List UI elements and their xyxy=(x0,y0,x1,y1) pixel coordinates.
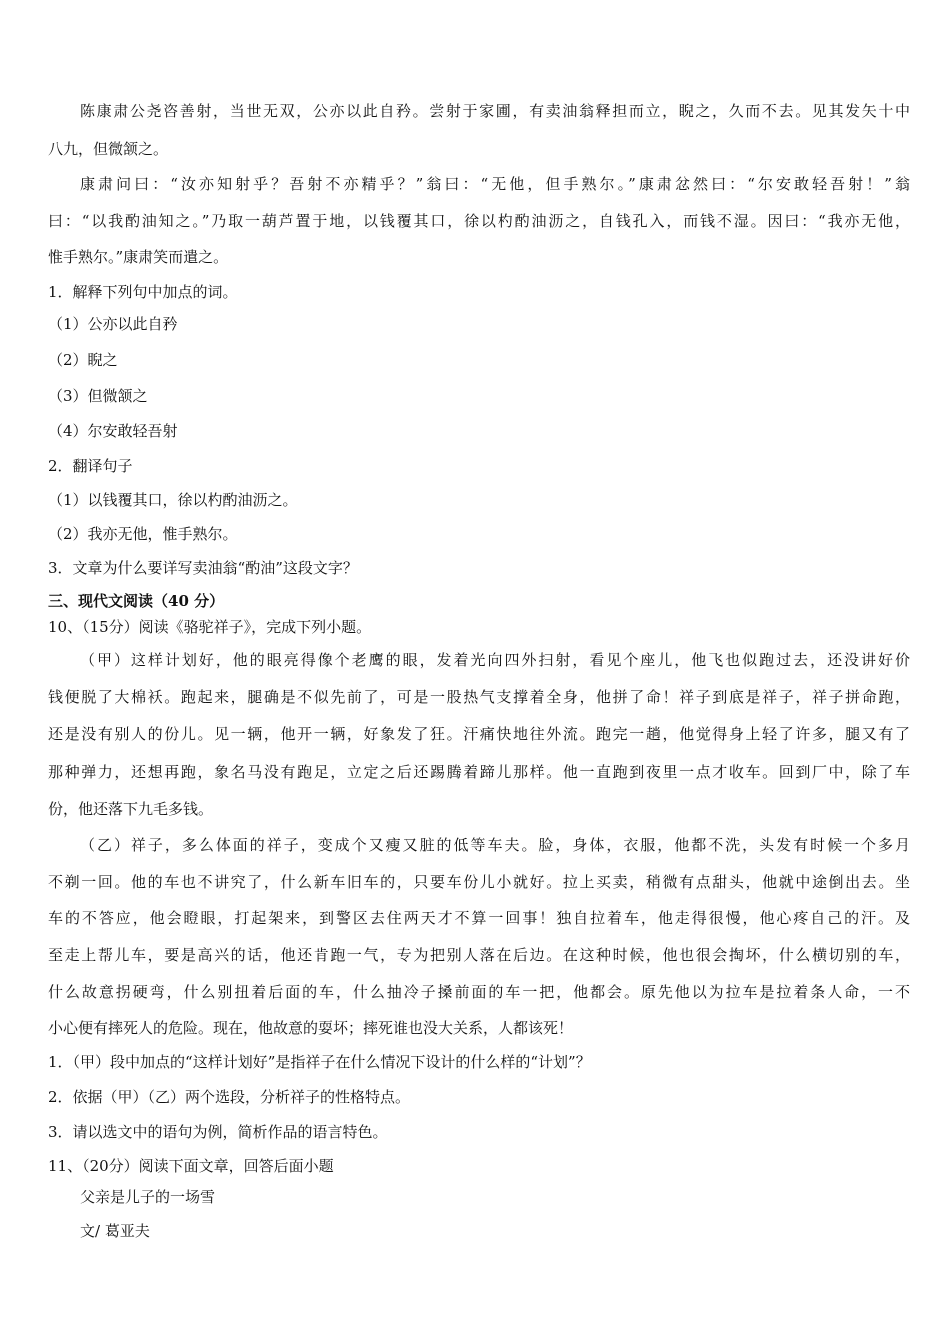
passage-yi-line5: 什么故意拐硬弯，什么别扭着后面的车，什么抽冷子搡前面的车一把，他都会。原先他以为拉车是拉着条人命，一不 xyxy=(48,983,910,1001)
question-1-item-1: （1）公亦以此自矜 xyxy=(48,315,178,333)
question-3: 3．文章为什么要详写卖油翁“酌油”这段文字？ xyxy=(48,559,358,577)
question-2: 2．翻译句子 xyxy=(48,457,133,475)
passage-jia-line2: 钱便脱了大棉袄。跑起来，腿确是不似先前了，可是一股热气支撑着全身，他拼了命！祥子到底是祥子，祥子拼命跑， xyxy=(48,688,910,706)
question-10: 10、（15分）阅读《骆驼祥子》，完成下列小题。 xyxy=(48,618,372,636)
passage-yi-line6: 小心便有摔死人的危险。现在，他故意的耍坏；摔死谁也没大关系，人都该死！ xyxy=(48,1019,574,1037)
passage-jia-line4: 那种弹力，还想再跑，象名马没有跑足，立定之后还踢腾着蹄儿那样。他一直跑到夜里一点才收车。回到厂中，除了车 xyxy=(48,763,910,781)
section-heading: 三、现代文阅读（40 分） xyxy=(48,592,225,610)
passage-yi-line2: 不剃一回。他的车也不讲究了，什么新车旧车的，只要车份儿小就好。拉上买卖，稍微有点甜头，他就中途倒出去。坐 xyxy=(48,873,910,891)
passage-jia-line3: 还是没有别人的份儿。见一辆，他开一辆，好象发了狂。汗痛快地往外流。跑完一趟，他觉得身上轻了许多，腿又有了 xyxy=(48,725,910,743)
article-author: 文/ 葛亚夫 xyxy=(80,1222,150,1240)
question-1: 1．解释下列句中加点的词。 xyxy=(48,283,238,301)
passage-jia-line5: 份，他还落下九毛多钱。 xyxy=(48,800,214,818)
passage-yi-line1: （乙）祥子，多么体面的祥子，变成个又瘦又脏的低等车夫。脸，身体，衣服，他都不洗，头发有时候一个多月 xyxy=(80,836,910,854)
question-10-2: 2．依据（甲）（乙）两个选段，分析祥子的性格特点。 xyxy=(48,1088,411,1106)
question-2-item-2: （2）我亦无他，惟手熟尔。 xyxy=(48,525,238,543)
passage1-paragraph1-line2: 八九，但微颔之。 xyxy=(48,140,169,158)
question-11: 11、（20分）阅读下面文章，回答后面小题 xyxy=(48,1157,334,1175)
passage-yi-line3: 车的不答应，他会瞪眼，打起架来，到警区去住两天才不算一回事！独自拉着车，他走得很慢，他心疼自己的汗。及 xyxy=(48,909,910,927)
passage1-paragraph2-line3: 惟手熟尔。”康肃笑而遣之。 xyxy=(48,248,229,266)
question-1-item-3: （3）但微颔之 xyxy=(48,387,148,405)
question-10-1: 1．（甲）段中加点的“这样计划好”是指祥子在什么情况下设计的什么样的“计划”？ xyxy=(48,1053,591,1071)
passage1-paragraph1-line1: 陈康肃公尧咨善射，当世无双，公亦以此自矜。尝射于家圃，有卖油翁释担而立，睨之，久而不去。见其发矢十中 xyxy=(80,102,910,120)
question-1-item-2: （2）睨之 xyxy=(48,351,118,369)
passage-yi-line4: 至走上帮儿车，要是高兴的话，他还肯跑一气，专为把别人落在后边。在这种时候，他也很会掏坏，什么横切别的车， xyxy=(48,946,910,964)
passage-jia-line1: （甲）这样计划好，他的眼亮得像个老鹰的眼，发着光向四外扫射，看见个座儿，他飞也似跑过去，还没讲好价 xyxy=(80,651,910,669)
question-10-3: 3．请以选文中的语句为例，简析作品的语言特色。 xyxy=(48,1123,388,1141)
passage1-paragraph2-line1: 康肃问曰：“汝亦知射乎？吾射不亦精乎？”翁曰：“无他，但手熟尔。”康肃忿然曰：“尔安敢轻吾射！”翁 xyxy=(80,175,910,193)
question-1-item-4: （4）尔安敢轻吾射 xyxy=(48,422,178,440)
passage1-paragraph2-line2: 曰：“以我酌油知之。”乃取一葫芦置于地，以钱覆其口，徐以杓酌油沥之，自钱孔入，而钱不湿。因曰：“我亦无他， xyxy=(48,212,910,230)
question-2-item-1: （1）以钱覆其口，徐以杓酌油沥之。 xyxy=(48,491,298,509)
article-title: 父亲是儿子的一场雪 xyxy=(80,1188,216,1206)
